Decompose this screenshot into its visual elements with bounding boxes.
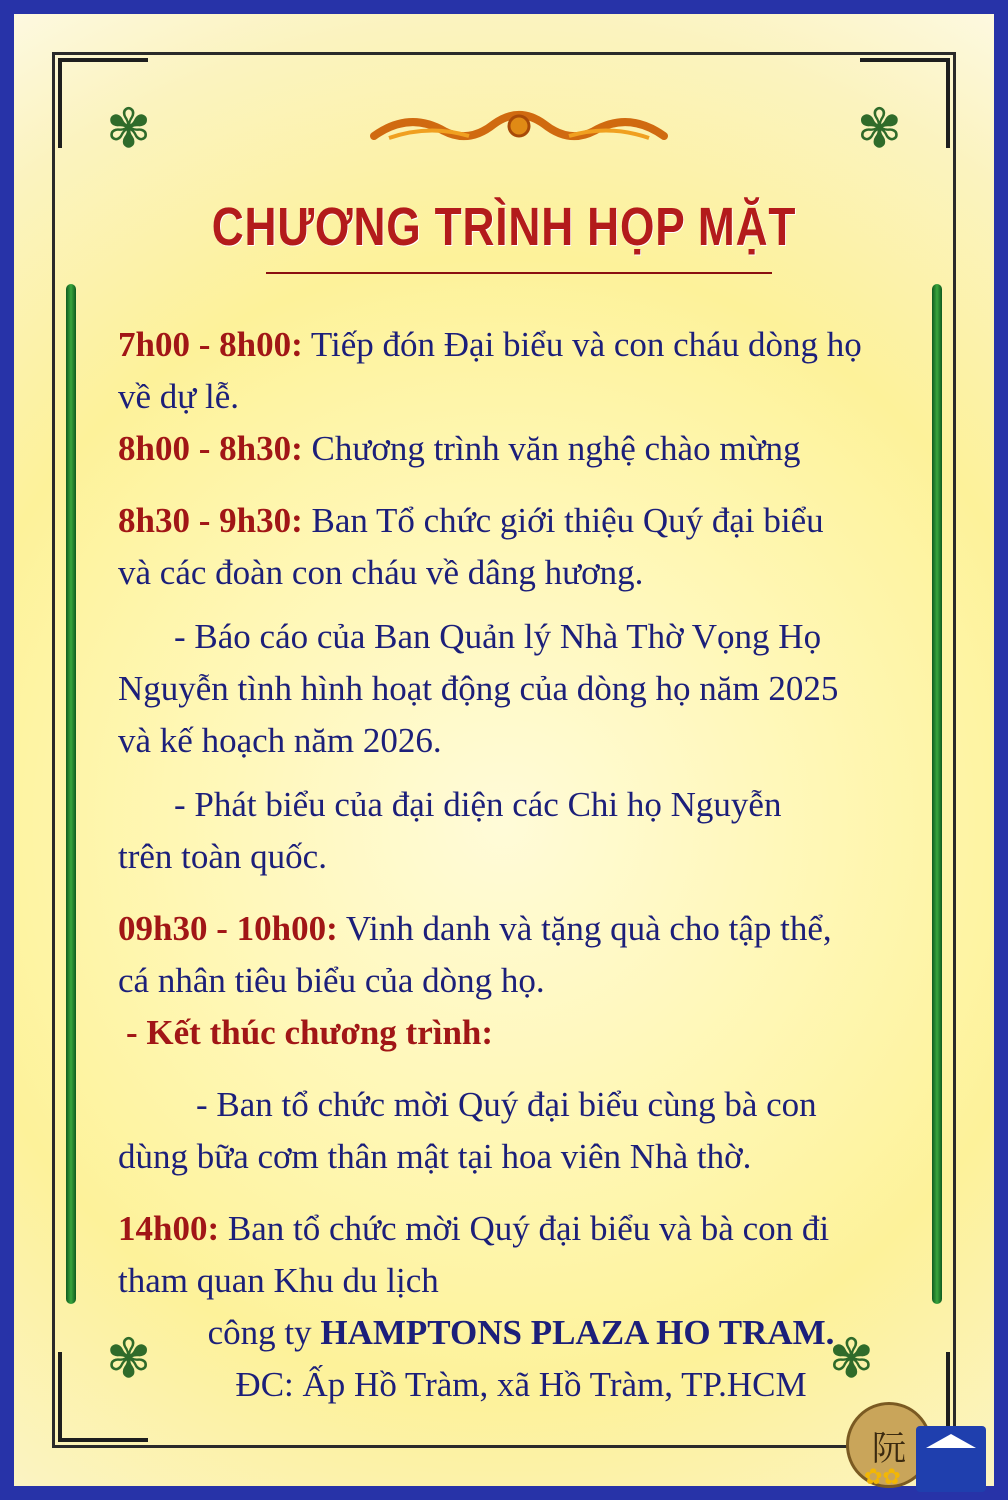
page-title: CHƯƠNG TRÌNH HỌP MẶT [211, 197, 797, 257]
time-label: 09h30 - 10h00: [118, 909, 338, 948]
item-text: và các đoàn con cháu về dâng hương. [118, 553, 644, 592]
ending-heading: - Kết thúc chương trình: [126, 1013, 494, 1052]
item-text: cá nhân tiêu biểu của dòng họ. [118, 961, 545, 1000]
right-bamboo-border [932, 284, 942, 1304]
time-label: 8h00 - 8h30: [118, 429, 303, 468]
left-bamboo-border [66, 284, 76, 1304]
flower-icon: ✾ [106, 1329, 152, 1389]
item-text: Ban Tổ chức giới thiệu Quý đại biểu [302, 501, 824, 540]
schedule-item [118, 903, 924, 955]
item-text: - Ban tổ chức mời Quý đại biểu cùng bà con [196, 1085, 817, 1124]
item-text: Ban tổ chức mời Quý đại biểu và bà con đi [219, 1209, 830, 1248]
flower-icon: ✾ [106, 99, 152, 159]
item-text: Vinh danh và tặng quà cho tập thể, [337, 909, 832, 948]
title-underline [266, 272, 772, 274]
item-text: Nguyễn tình hình hoạt động của dòng họ năm 2025 [118, 669, 839, 708]
item-text: - Báo cáo của Ban Quản lý Nhà Thờ Vọng Họ [174, 617, 822, 656]
item-text: và kế hoạch năm 2026. [118, 721, 442, 760]
schedule-content [118, 319, 924, 1411]
item-text: dùng bữa cơm thân mật tại hoa viên Nhà thờ. [118, 1137, 752, 1176]
time-label: 14h00: [118, 1209, 220, 1248]
item-text: về dự lễ. [118, 377, 240, 416]
schedule-item [118, 495, 924, 547]
item-text: - Phát biểu của đại diện các Chi họ Nguyễn [174, 785, 782, 824]
schedule-item [118, 423, 924, 475]
item-text: Chương trình văn nghệ chào mừng [302, 429, 801, 468]
company-prefix: công ty [207, 1313, 321, 1352]
apricot-blossom-icon: ✿✿ [864, 1464, 901, 1489]
schedule-item [118, 1203, 924, 1255]
seal-glyph: 阮 [872, 1430, 906, 1468]
company-line [118, 1307, 924, 1359]
time-label: 7h00 - 8h00: [118, 325, 303, 364]
item-text: Tiếp đón Đại biểu và con cháu dòng họ [302, 325, 862, 364]
company-name: HAMPTONS PLAZA HO TRAM. [320, 1313, 835, 1352]
time-label: 8h30 - 9h30: [118, 501, 303, 540]
unesco-logo-icon [916, 1426, 986, 1492]
flower-icon: ✾ [856, 99, 902, 159]
address: ĐC: Ấp Hồ Tràm, xã Hồ Tràm, TP.HCM [235, 1365, 807, 1404]
item-text: trên toàn quốc. [118, 837, 327, 876]
dragon-ornament-icon [369, 106, 669, 146]
flower-icon: ✾ [828, 1329, 874, 1389]
item-text: tham quan Khu du lịch [118, 1261, 439, 1300]
schedule-item [118, 319, 924, 371]
